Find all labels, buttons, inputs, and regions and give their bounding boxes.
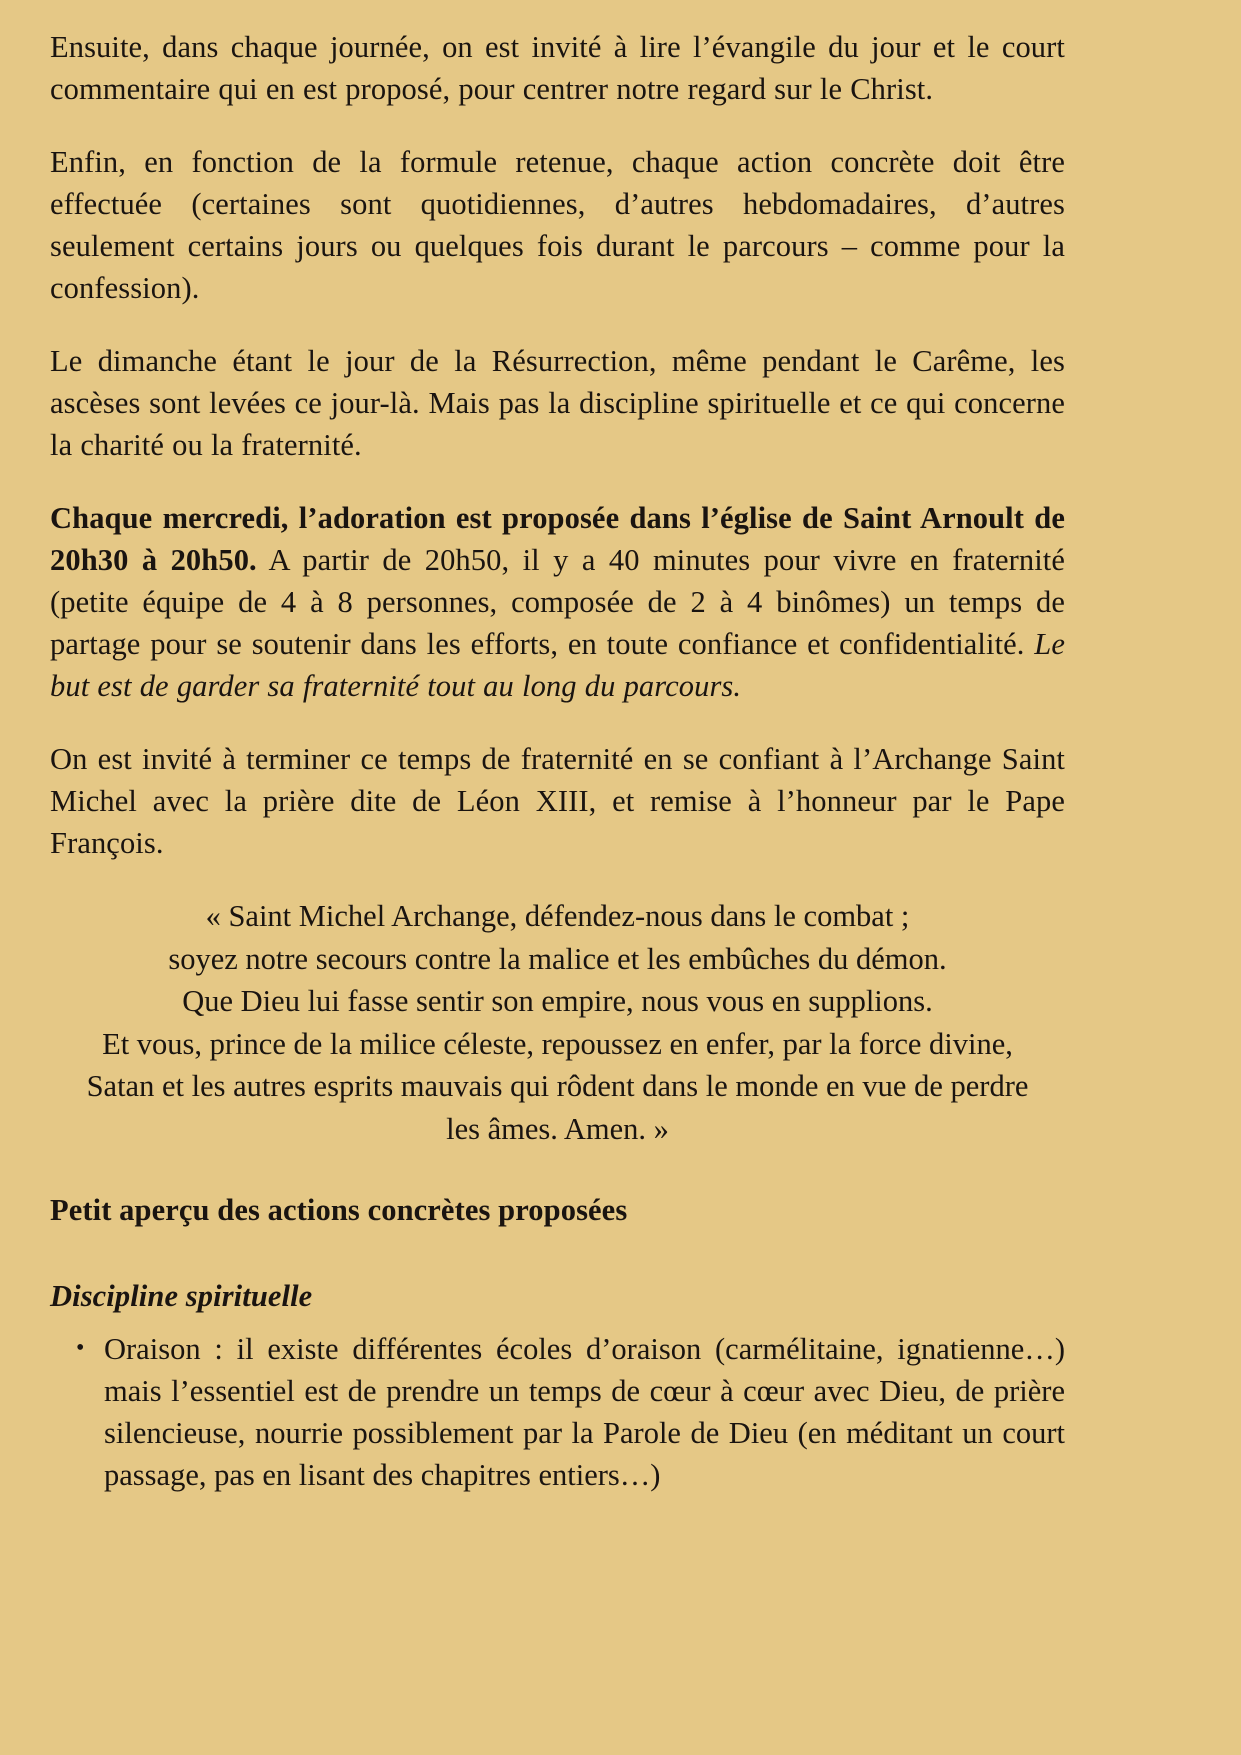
action-list [50,1328,1065,1496]
document-body [50,26,1065,1496]
paragraph-ensuite: Ensuite, dans chaque journée, on est invité à lire l’évangile du jour et le court commentaire qui en est proposé, pour centrer notre regard sur le Christ. [50,30,1065,106]
adoration-body-text: A partir de 20h50, il y a 40 minutes pour vivre en fraternité (petite équipe de 4 à 8 personnes, composée de 2 à 4 binômes) un temps de partage pour se soutenir dans les efforts, en toute confiance et confidentialité. [50,543,1065,661]
paragraph-enfin: Enfin, en fonction de la formule retenue, chaque action concrète doit être effectuée (certaines sont quotidiennes, d’autres hebdomadaires, d’autres seulement certains jours ou quelques fois durant le parcours – comme pour la confession). [50,145,1065,305]
adoration-bold-lead: Chaque mercredi, l’adoration est proposée dans l’église de Saint Arnoult de 20h30 à 20h50. [50,501,1065,577]
paragraph-adoration [50,497,1065,707]
paragraph-dimanche: Le dimanche étant le jour de la Résurrection, même pendant le Carême, les ascèses sont levées ce jour-là. Mais pas la discipline spirituelle et ce qui concerne la charité ou la fraternité. [50,344,1065,462]
subsection-heading-discipline-spirituelle: Discipline spirituelle [50,1279,313,1313]
bullet-icon: • [76,1335,85,1361]
prayer-line-6: les âmes. Amen. » [446,1111,669,1146]
adoration-italic-tail: Le but est de garder sa fraternité tout au long du parcours. [50,627,1065,703]
prayer-block [50,895,1065,1150]
paragraph-archange: On est invité à terminer ce temps de fraternité en se confiant à l’Archange Saint Michel avec la prière dite de Léon XIII, et remise à l’honneur par le Pape François. [50,742,1065,860]
prayer-line-2: soyez notre secours contre la malice et les embûches du démon. [168,941,947,976]
prayer-line-3: Que Dieu lui fasse sentir son empire, nous vous en supplions. [182,984,933,1018]
prayer-line-5: Satan et les autres esprits mauvais qui rôdent dans le monde en vue de perdre [86,1069,1029,1103]
prayer-line-1: « Saint Michel Archange, défendez-nous dans le combat ; [205,899,910,933]
prayer-line-4: Et vous, prince de la milice céleste, repoussez en enfer, par la force divine, [102,1026,1013,1061]
list-item [76,1328,1065,1496]
section-heading: Petit aperçu des actions concrètes proposées [50,1193,628,1227]
list-item-text: Oraison : il existe différentes écoles d’oraison (carmélitaine, ignatienne…) mais l’essentiel est de prendre un temps de cœur à cœur avec Dieu, de prière silencieuse, nourrie possiblement par la Parole de Dieu (en méditant un court passage, pas en lisant des chapitres entiers…) [104,1332,1065,1492]
